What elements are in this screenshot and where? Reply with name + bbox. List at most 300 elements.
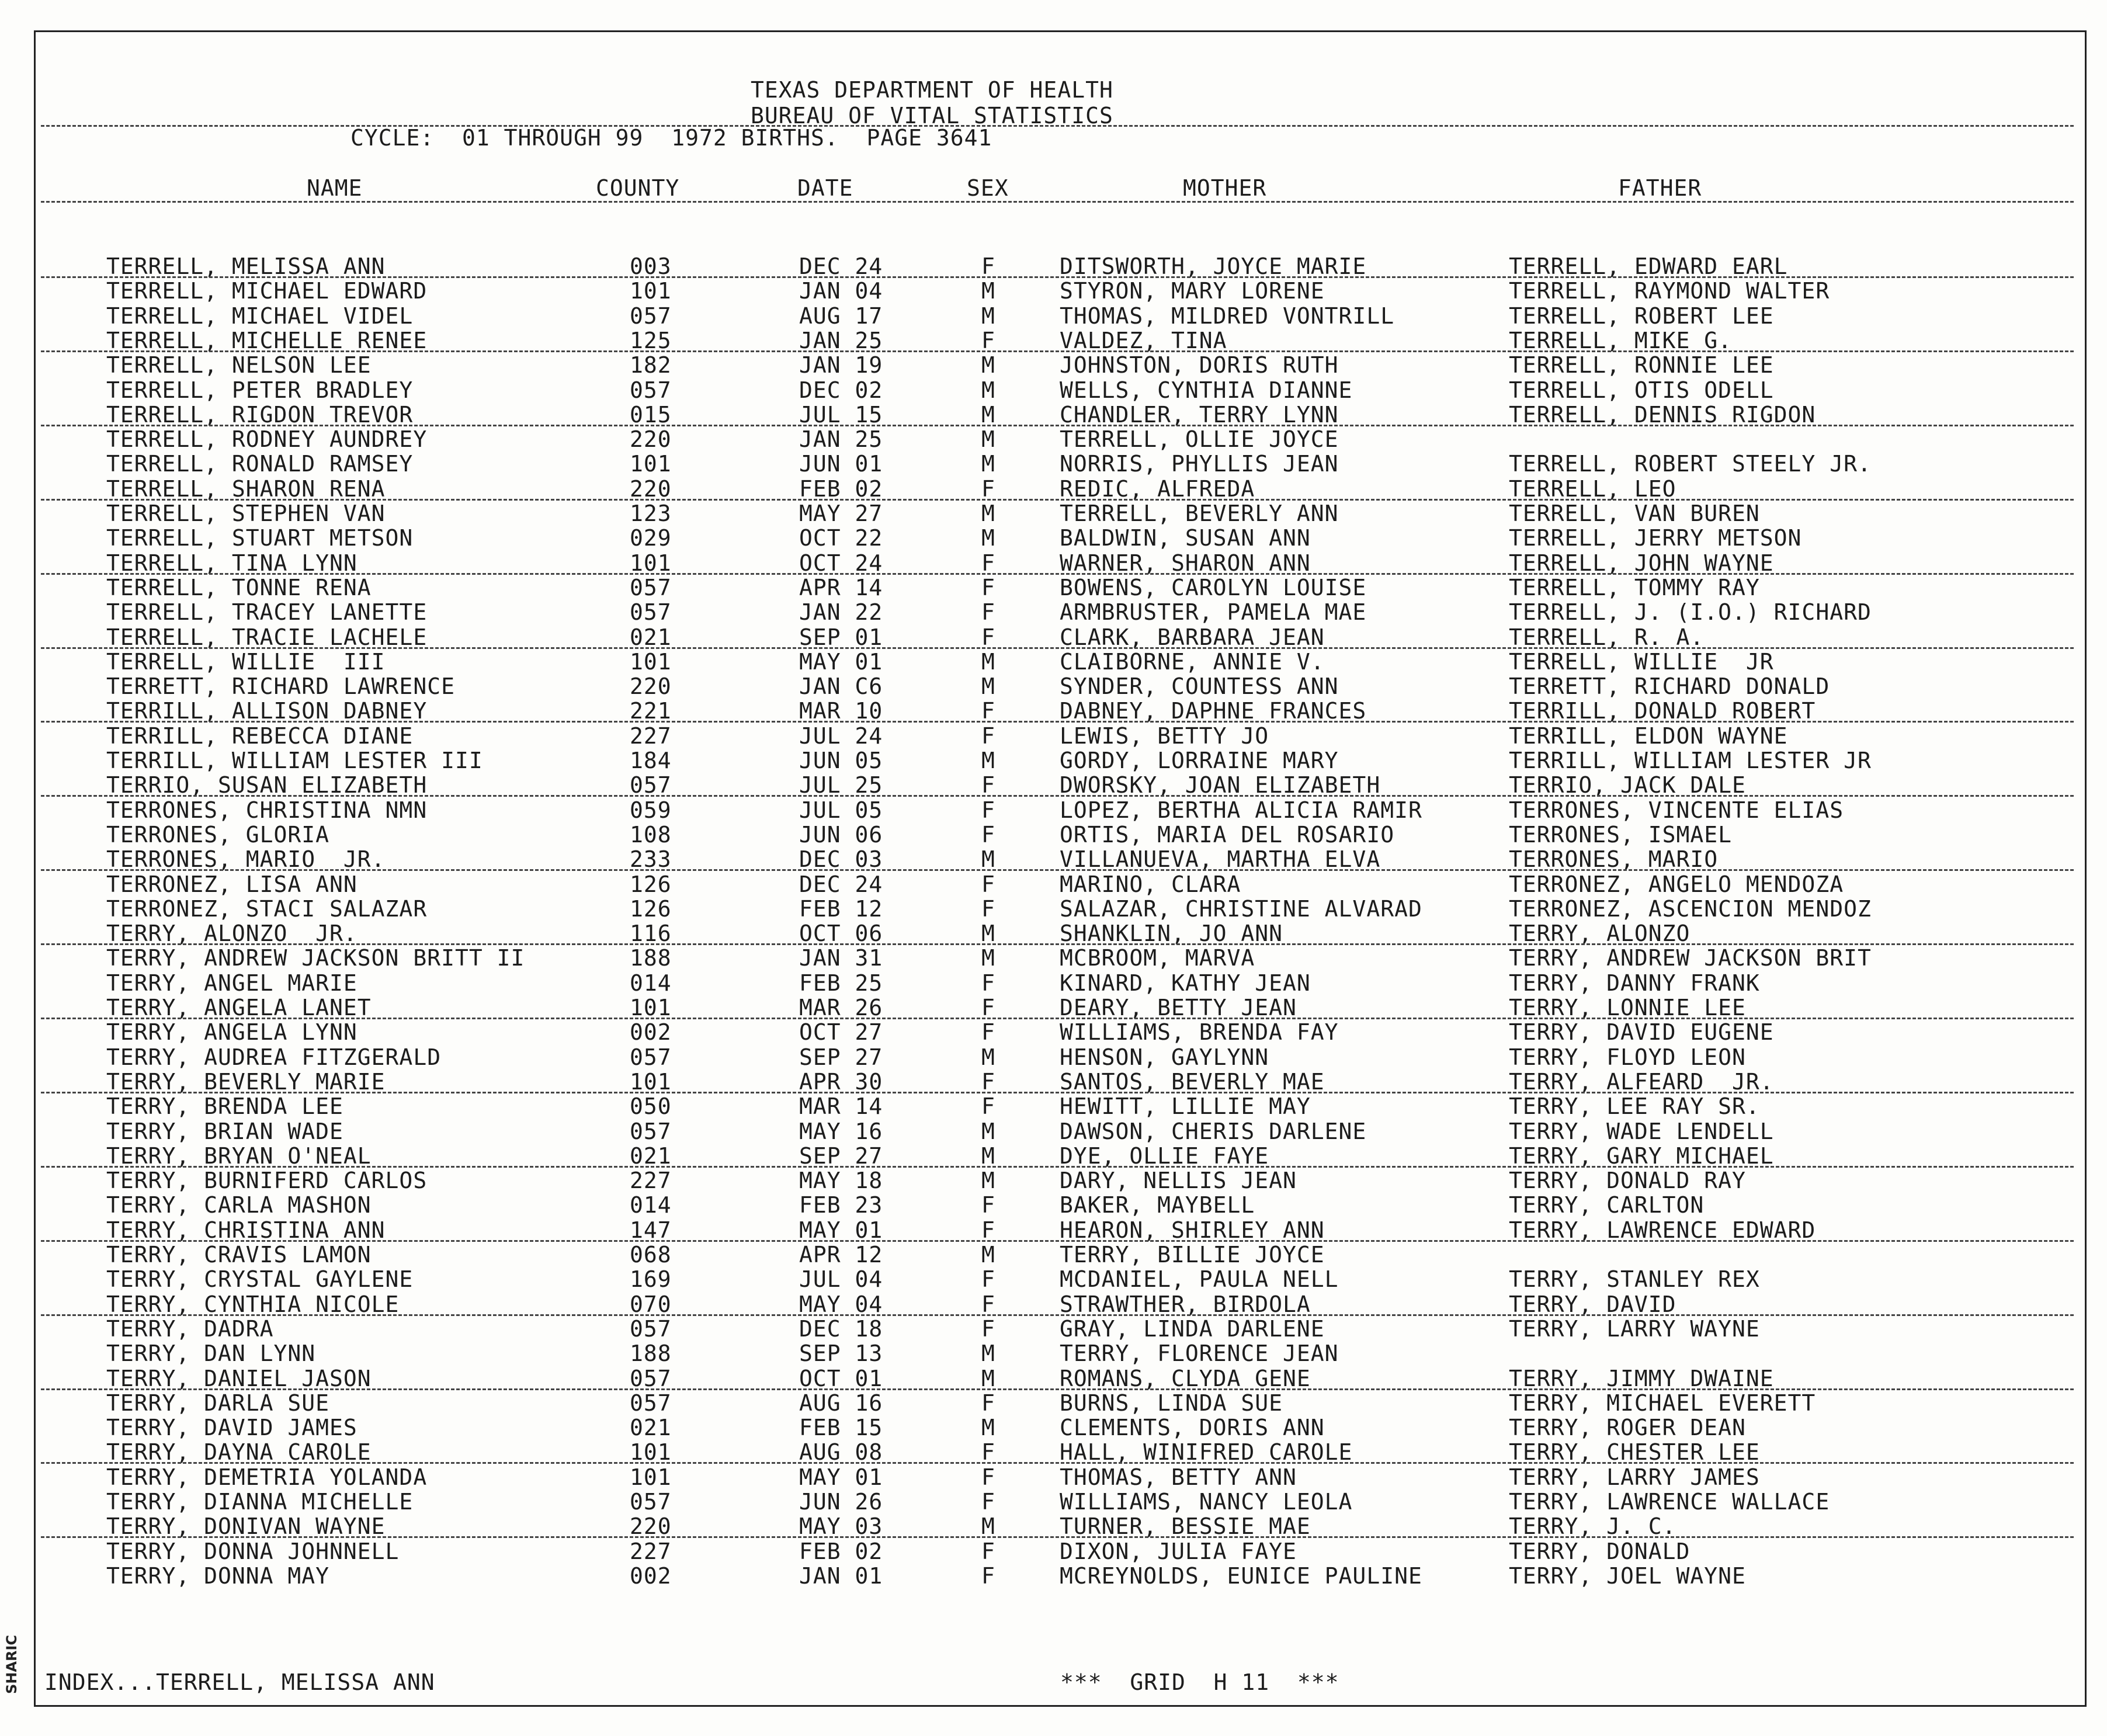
table-row (0, 1465, 2103, 1490)
cell-father: TERRELL, EDWARD EARL (1509, 254, 1788, 279)
cell-sex: M (981, 525, 995, 551)
cell-mother: ROMANS, CLYDA GENE (1060, 1365, 1311, 1391)
cell-date: DEC 24 (799, 871, 883, 897)
cell-name: TERRONES, CHRISTINA NMN (106, 797, 428, 823)
cell-sex: F (981, 1489, 995, 1515)
cell-sex: F (981, 475, 995, 502)
table-row (0, 921, 2103, 946)
table-row (0, 1292, 2103, 1317)
cell-father: TERRELL, ROBERT LEE (1509, 303, 1774, 329)
table-row (0, 1168, 2103, 1193)
cell-date: FEB 25 (799, 970, 883, 996)
cell-sex: M (981, 1513, 995, 1540)
cell-sex: M (981, 846, 995, 873)
cell-county: 101 (630, 550, 672, 576)
col-header-mother: MOTHER (1183, 175, 1267, 201)
table-row (0, 254, 2103, 279)
cell-mother: HEARON, SHIRLEY ANN (1060, 1217, 1325, 1243)
cell-county: 108 (630, 821, 672, 848)
cell-name: TERRY, DEMETRIA YOLANDA (106, 1464, 428, 1490)
cell-father: TERRIO, JACK DALE (1509, 772, 1746, 798)
cell-county: 233 (630, 846, 672, 873)
table-row (0, 748, 2103, 773)
cell-father: TERRONEZ, ANGELO MENDOZA (1509, 871, 1844, 897)
cell-mother: WILLIAMS, NANCY LEOLA (1060, 1489, 1353, 1515)
cell-mother: SHANKLIN, JO ANN (1060, 921, 1283, 947)
cell-county: 126 (630, 895, 672, 922)
cell-county: 101 (630, 451, 672, 477)
cell-date: OCT 01 (799, 1365, 883, 1391)
header-cycle: CYCLE: 01 THROUGH 99 1972 BIRTHS. PAGE 3641 (350, 125, 992, 151)
cell-county: 188 (630, 945, 672, 971)
cell-mother: DAWSON, CHERIS DARLENE (1060, 1118, 1367, 1144)
cell-father: TERRY, ALONZO (1509, 921, 1691, 947)
cell-mother: TERRY, FLORENCE JEAN (1060, 1341, 1339, 1367)
header-bureau: BUREAU OF VITAL STATISTICS (751, 103, 1113, 129)
table-row (0, 1391, 2103, 1415)
cell-date: JAN 22 (799, 599, 883, 626)
table-row (0, 650, 2103, 674)
cell-father: TERRY, CHESTER LEE (1509, 1439, 1760, 1466)
cell-date: OCT 27 (799, 1019, 883, 1046)
cell-sex: F (981, 1192, 995, 1218)
cell-name: TERRELL, RONALD RAMSEY (106, 451, 414, 477)
table-row (0, 1119, 2103, 1144)
cell-father: TERRELL, J. (I.O.) RICHARD (1509, 599, 1872, 626)
cell-sex: F (981, 895, 995, 922)
cell-date: JAN C6 (799, 673, 883, 700)
cell-mother: THOMAS, MILDRED VONTRILL (1060, 303, 1395, 329)
cell-date: JAN 25 (799, 327, 883, 353)
cell-county: 057 (630, 1315, 672, 1342)
cell-county: 057 (630, 377, 672, 403)
cell-father: TERRY, J. C. (1509, 1513, 1676, 1540)
cell-name: TERRY, DANIEL JASON (106, 1365, 372, 1391)
table-row (0, 995, 2103, 1020)
cell-father: TERRY, LAWRENCE EDWARD (1509, 1217, 1816, 1243)
cell-sex: F (981, 797, 995, 823)
cell-date: JUN 05 (799, 748, 883, 773)
cell-county: 057 (630, 574, 672, 600)
cell-name: TERRELL, MICHELLE RENEE (106, 327, 428, 353)
cell-sex: F (981, 1563, 995, 1589)
table-row (0, 1218, 2103, 1242)
cell-date: OCT 06 (799, 921, 883, 947)
cell-county: 101 (630, 1068, 672, 1095)
cell-sex: M (981, 303, 995, 329)
cell-county: 227 (630, 723, 672, 749)
cell-date: DEC 03 (799, 846, 883, 873)
cell-sex: F (981, 1538, 995, 1564)
cell-sex: F (981, 1439, 995, 1466)
cell-mother: VILLANUEVA, MARTHA ELVA (1060, 846, 1381, 873)
cell-date: JUL 15 (799, 401, 883, 428)
cell-name: TERRY, CARLA MASHON (106, 1192, 372, 1218)
cell-sex: F (981, 871, 995, 897)
cell-mother: BURNS, LINDA SUE (1060, 1390, 1283, 1416)
footer-index: INDEX...TERRELL, MELISSA ANN (44, 1669, 435, 1695)
cell-sex: F (981, 970, 995, 996)
cell-mother: ARMBRUSTER, PAMELA MAE (1060, 599, 1367, 626)
cell-sex: M (981, 501, 995, 526)
table-row (0, 501, 2103, 526)
cell-mother: GORDY, LORRAINE MARY (1060, 748, 1339, 773)
cell-father: TERRY, LAWRENCE WALLACE (1509, 1489, 1830, 1515)
row-group-divider (41, 721, 2074, 723)
cell-date: JUN 01 (799, 451, 883, 477)
table-row (0, 1415, 2103, 1440)
table-row (0, 1193, 2103, 1217)
row-group-divider (41, 1462, 2074, 1464)
cell-sex: F (981, 1315, 995, 1342)
cell-date: MAR 26 (799, 995, 883, 1020)
table-row (0, 1070, 2103, 1094)
row-group-divider (41, 1092, 2074, 1093)
cell-father: TERRELL, TOMMY RAY (1509, 574, 1760, 600)
cell-father: TERRY, LEE RAY SR. (1509, 1093, 1760, 1120)
cell-date: MAY 16 (799, 1118, 883, 1144)
table-row (0, 575, 2103, 600)
cell-father: TERRY, JOEL WAYNE (1509, 1563, 1746, 1589)
cell-name: TERRY, DONNA JOHNNELL (106, 1538, 400, 1564)
cell-date: MAR 10 (799, 698, 883, 724)
cell-county: 188 (630, 1341, 672, 1367)
cell-county: 068 (630, 1242, 672, 1268)
cell-name: TERRETT, RICHARD LAWRENCE (106, 673, 455, 700)
table-row (0, 798, 2103, 822)
cell-mother: WILLIAMS, BRENDA FAY (1060, 1019, 1339, 1046)
cell-county: 021 (630, 1143, 672, 1169)
cell-county: 101 (630, 648, 672, 675)
cell-date: APR 30 (799, 1068, 883, 1095)
cell-mother: DEARY, BETTY JEAN (1060, 995, 1297, 1020)
cell-sex: F (981, 1464, 995, 1490)
footer-grid: *** GRID H 11 *** (1060, 1669, 1339, 1695)
cell-mother: DABNEY, DAPHNE FRANCES (1060, 698, 1367, 724)
cell-sex: M (981, 1143, 995, 1169)
cell-county: 220 (630, 673, 672, 700)
cell-date: MAY 27 (799, 501, 883, 526)
header-divider (41, 125, 2074, 127)
cell-mother: MCREYNOLDS, EUNICE PAULINE (1060, 1563, 1422, 1589)
cell-name: TERRY, AUDREA FITZGERALD (106, 1044, 442, 1070)
cell-name: TERRIO, SUSAN ELIZABETH (106, 772, 428, 798)
cell-father: TERRY, ALFEARD JR. (1509, 1068, 1774, 1095)
cell-name: TERRY, BEVERLY MARIE (106, 1068, 386, 1095)
cell-name: TERRY, BURNIFERD CARLOS (106, 1168, 428, 1194)
cell-name: TERRELL, NELSON LEE (106, 352, 372, 379)
table-row (0, 526, 2103, 550)
cell-sex: F (981, 1068, 995, 1095)
cell-county: 184 (630, 748, 672, 773)
cell-mother: DITSWORTH, JOYCE MARIE (1060, 254, 1367, 279)
cell-date: FEB 02 (799, 1538, 883, 1564)
cell-date: SEP 27 (799, 1044, 883, 1070)
cell-father: TERRELL, RAYMOND WALTER (1509, 278, 1830, 304)
cell-date: JUL 04 (799, 1266, 883, 1293)
cell-name: TERRY, ANDREW JACKSON BRITT II (106, 945, 525, 971)
cell-county: 182 (630, 352, 672, 379)
cell-mother: SANTOS, BEVERLY MAE (1060, 1068, 1325, 1095)
cell-county: 123 (630, 501, 672, 526)
cell-county: 014 (630, 970, 672, 996)
cell-mother: SALAZAR, CHRISTINE ALVARAD (1060, 895, 1422, 922)
cell-name: TERRELL, STEPHEN VAN (106, 501, 386, 526)
cell-county: 002 (630, 1019, 672, 1046)
cell-sex: M (981, 352, 995, 379)
cell-mother: DYE, OLLIE FAYE (1060, 1143, 1269, 1169)
table-row (0, 625, 2103, 650)
table-row (0, 1490, 2103, 1514)
cell-father: TERRY, ROGER DEAN (1509, 1415, 1746, 1441)
cell-name: TERRY, DAYNA CAROLE (106, 1439, 372, 1466)
cell-county: 221 (630, 698, 672, 724)
cell-name: TERRY, DONNA MAY (106, 1563, 330, 1589)
row-group-divider (41, 795, 2074, 797)
cell-mother: DIXON, JULIA FAYE (1060, 1538, 1297, 1564)
cell-father: TERRELL, ROBERT STEELY JR. (1509, 451, 1872, 477)
cell-date: SEP 01 (799, 624, 883, 650)
cell-county: 116 (630, 921, 672, 947)
cell-father: TERRY, DONALD RAY (1509, 1168, 1746, 1194)
cell-father: TERRELL, RONNIE LEE (1509, 352, 1774, 379)
cell-name: TERRELL, TRACEY LANETTE (106, 599, 428, 626)
cell-date: MAY 18 (799, 1168, 883, 1194)
cell-father: TERRONES, VINCENTE ELIAS (1509, 797, 1844, 823)
cell-sex: F (981, 1093, 995, 1120)
cell-county: 057 (630, 1118, 672, 1144)
table-row (0, 699, 2103, 723)
cell-county: 220 (630, 475, 672, 502)
cell-mother: DARY, NELLIS JEAN (1060, 1168, 1297, 1194)
cell-name: TERRILL, REBECCA DIANE (106, 723, 414, 749)
cell-name: TERRELL, TINA LYNN (106, 550, 357, 576)
cell-father: TERRY, DANNY FRANK (1509, 970, 1760, 996)
cell-mother: TERRY, BILLIE JOYCE (1060, 1242, 1325, 1268)
cell-mother: REDIC, ALFREDA (1060, 475, 1255, 502)
cell-sex: M (981, 401, 995, 428)
cell-name: TERRELL, TRACIE LACHELE (106, 624, 428, 650)
cell-date: APR 12 (799, 1242, 883, 1268)
table-row (0, 1366, 2103, 1391)
cell-sex: M (981, 451, 995, 477)
row-group-divider (41, 1314, 2074, 1316)
cell-name: TERRY, BRYAN O'NEAL (106, 1143, 372, 1169)
cell-father: TERRONES, MARIO (1509, 846, 1719, 873)
cell-date: JUL 24 (799, 723, 883, 749)
cell-date: JUL 25 (799, 772, 883, 798)
cell-sex: M (981, 426, 995, 453)
cell-name: TERRILL, WILLIAM LESTER III (106, 748, 483, 773)
cell-date: JUN 06 (799, 821, 883, 848)
table-row (0, 551, 2103, 575)
table-row (0, 427, 2103, 452)
cell-father: TERRETT, RICHARD DONALD (1509, 673, 1830, 700)
cell-mother: HENSON, GAYLYNN (1060, 1044, 1269, 1070)
cell-date: JAN 01 (799, 1563, 883, 1589)
cell-date: FEB 12 (799, 895, 883, 922)
cell-father: TERRELL, JOHN WAYNE (1509, 550, 1774, 576)
col-header-county: COUNTY (596, 175, 680, 201)
cell-date: FEB 15 (799, 1415, 883, 1441)
cell-sex: F (981, 254, 995, 279)
cell-county: 003 (630, 254, 672, 279)
table-row (0, 1317, 2103, 1341)
cell-county: 057 (630, 1489, 672, 1515)
cell-mother: TURNER, BESSIE MAE (1060, 1513, 1311, 1540)
cell-county: 101 (630, 995, 672, 1020)
cell-date: MAY 04 (799, 1291, 883, 1317)
cell-county: 021 (630, 1415, 672, 1441)
cell-mother: JOHNSTON, DORIS RUTH (1060, 352, 1339, 379)
cell-county: 057 (630, 1044, 672, 1070)
table-row (0, 897, 2103, 921)
cell-county: 002 (630, 1563, 672, 1589)
cell-father: TERRELL, JERRY METSON (1509, 525, 1802, 551)
cell-father: TERRY, ANDREW JACKSON BRIT (1509, 945, 1872, 971)
cell-father: TERRY, CARLTON (1509, 1192, 1705, 1218)
cell-name: TERRY, DONIVAN WAYNE (106, 1513, 386, 1540)
cell-name: TERRONES, MARIO JR. (106, 846, 386, 873)
table-row (0, 773, 2103, 797)
table-row (0, 378, 2103, 402)
cell-father: TERRELL, WILLIE JR (1509, 648, 1774, 675)
cell-mother: HALL, WINIFRED CAROLE (1060, 1439, 1353, 1466)
table-row (0, 1020, 2103, 1044)
cell-name: TERRELL, TONNE RENA (106, 574, 372, 600)
cell-county: 126 (630, 871, 672, 897)
cell-date: AUG 17 (799, 303, 883, 329)
cell-father: TERRELL, OTIS ODELL (1509, 377, 1774, 403)
cell-name: TERRELL, MICHAEL EDWARD (106, 278, 428, 304)
cell-date: JAN 31 (799, 945, 883, 971)
cell-sex: F (981, 624, 995, 650)
cell-sex: M (981, 673, 995, 700)
cell-mother: WARNER, SHARON ANN (1060, 550, 1311, 576)
cell-name: TERRELL, MELISSA ANN (106, 254, 386, 279)
cell-date: MAY 01 (799, 1217, 883, 1243)
cell-father: TERRY, STANLEY REX (1509, 1266, 1760, 1293)
cell-name: TERRY, ALONZO JR. (106, 921, 357, 947)
cell-mother: CHANDLER, TERRY LYNN (1060, 401, 1339, 428)
cell-mother: BOWENS, CAROLYN LOUISE (1060, 574, 1367, 600)
cell-date: FEB 02 (799, 475, 883, 502)
cell-sex: F (981, 698, 995, 724)
cell-date: DEC 24 (799, 254, 883, 279)
cell-date: MAY 01 (799, 1464, 883, 1490)
cell-sex: M (981, 1118, 995, 1144)
cell-father: TERRILL, WILLIAM LESTER JR (1509, 748, 1872, 773)
cell-mother: CLARK, BARBARA JEAN (1060, 624, 1325, 650)
cell-father: TERRELL, DENNIS RIGDON (1509, 401, 1816, 428)
table-row (0, 600, 2103, 624)
row-group-divider (41, 869, 2074, 871)
cell-mother: STYRON, MARY LORENE (1060, 278, 1325, 304)
table-row (0, 279, 2103, 303)
cell-sex: F (981, 599, 995, 626)
cell-father: TERRONES, ISMAEL (1509, 821, 1733, 848)
cell-date: MAR 14 (799, 1093, 883, 1120)
cell-mother: VALDEZ, TINA (1060, 327, 1227, 353)
cell-name: TERRELL, WILLIE III (106, 648, 386, 675)
cell-sex: M (981, 1044, 995, 1070)
col-header-date: DATE (797, 175, 853, 201)
cell-sex: F (981, 1266, 995, 1293)
table-row (0, 452, 2103, 476)
cell-name: TERRELL, RIGDON TREVOR (106, 401, 414, 428)
cell-father: TERRY, LONNIE LEE (1509, 995, 1746, 1020)
table-row (0, 402, 2103, 427)
cell-father: TERRY, JIMMY DWAINE (1509, 1365, 1774, 1391)
row-group-divider (41, 1536, 2074, 1538)
cell-mother: MCBROOM, MARVA (1060, 945, 1255, 971)
cell-date: DEC 18 (799, 1315, 883, 1342)
cell-name: TERRONEZ, STACI SALAZAR (106, 895, 428, 922)
cell-date: SEP 13 (799, 1341, 883, 1367)
cell-sex: F (981, 327, 995, 353)
cell-father: TERRY, FLOYD LEON (1509, 1044, 1746, 1070)
cell-father: TERRY, LARRY WAYNE (1509, 1315, 1760, 1342)
cell-sex: F (981, 723, 995, 749)
cell-mother: NORRIS, PHYLLIS JEAN (1060, 451, 1339, 477)
cell-sex: M (981, 1415, 995, 1441)
cell-county: 101 (630, 1464, 672, 1490)
cell-sex: F (981, 574, 995, 600)
cell-mother: TERRELL, OLLIE JOYCE (1060, 426, 1339, 453)
cell-mother: KINARD, KATHY JEAN (1060, 970, 1311, 996)
table-row (0, 328, 2103, 353)
cell-father: TERRELL, LEO (1509, 475, 1676, 502)
cell-sex: F (981, 995, 995, 1020)
cell-county: 050 (630, 1093, 672, 1120)
cell-sex: M (981, 278, 995, 304)
cell-mother: BAKER, MAYBELL (1060, 1192, 1255, 1218)
cell-name: TERRILL, ALLISON DABNEY (106, 698, 428, 724)
cell-mother: WELLS, CYNTHIA DIANNE (1060, 377, 1353, 403)
cell-mother: TERRELL, BEVERLY ANN (1060, 501, 1339, 526)
table-row (0, 1440, 2103, 1464)
table-row (0, 1514, 2103, 1539)
col-header-name: NAME (307, 175, 363, 201)
table-row (0, 872, 2103, 897)
cell-name: TERRY, BRENDA LEE (106, 1093, 343, 1120)
cell-sex: M (981, 377, 995, 403)
cell-date: APR 14 (799, 574, 883, 600)
cell-county: 015 (630, 401, 672, 428)
cell-name: TERRELL, SHARON RENA (106, 475, 386, 502)
cell-name: TERRY, CYNTHIA NICOLE (106, 1291, 400, 1317)
col-header-father: FATHER (1618, 175, 1702, 201)
cell-name: TERRELL, PETER BRADLEY (106, 377, 414, 403)
table-row (0, 304, 2103, 328)
cell-father: TERRONEZ, ASCENCION MENDOZ (1509, 895, 1872, 922)
cell-mother: LEWIS, BETTY JO (1060, 723, 1269, 749)
cell-date: JAN 19 (799, 352, 883, 379)
cell-county: 057 (630, 599, 672, 626)
cell-mother: MCDANIEL, PAULA NELL (1060, 1266, 1339, 1293)
cell-father: TERRY, DAVID EUGENE (1509, 1019, 1774, 1046)
cell-county: 029 (630, 525, 672, 551)
cell-father: TERRELL, R. A. (1509, 624, 1705, 650)
cell-name: TERRY, ANGELA LANET (106, 995, 372, 1020)
cell-mother: MARINO, CLARA (1060, 871, 1241, 897)
cell-sex: M (981, 921, 995, 947)
cell-name: TERRY, CRYSTAL GAYLENE (106, 1266, 414, 1293)
table-row (0, 477, 2103, 501)
cell-date: FEB 23 (799, 1192, 883, 1218)
cell-sex: M (981, 945, 995, 971)
cell-name: TERRELL, STUART METSON (106, 525, 414, 551)
